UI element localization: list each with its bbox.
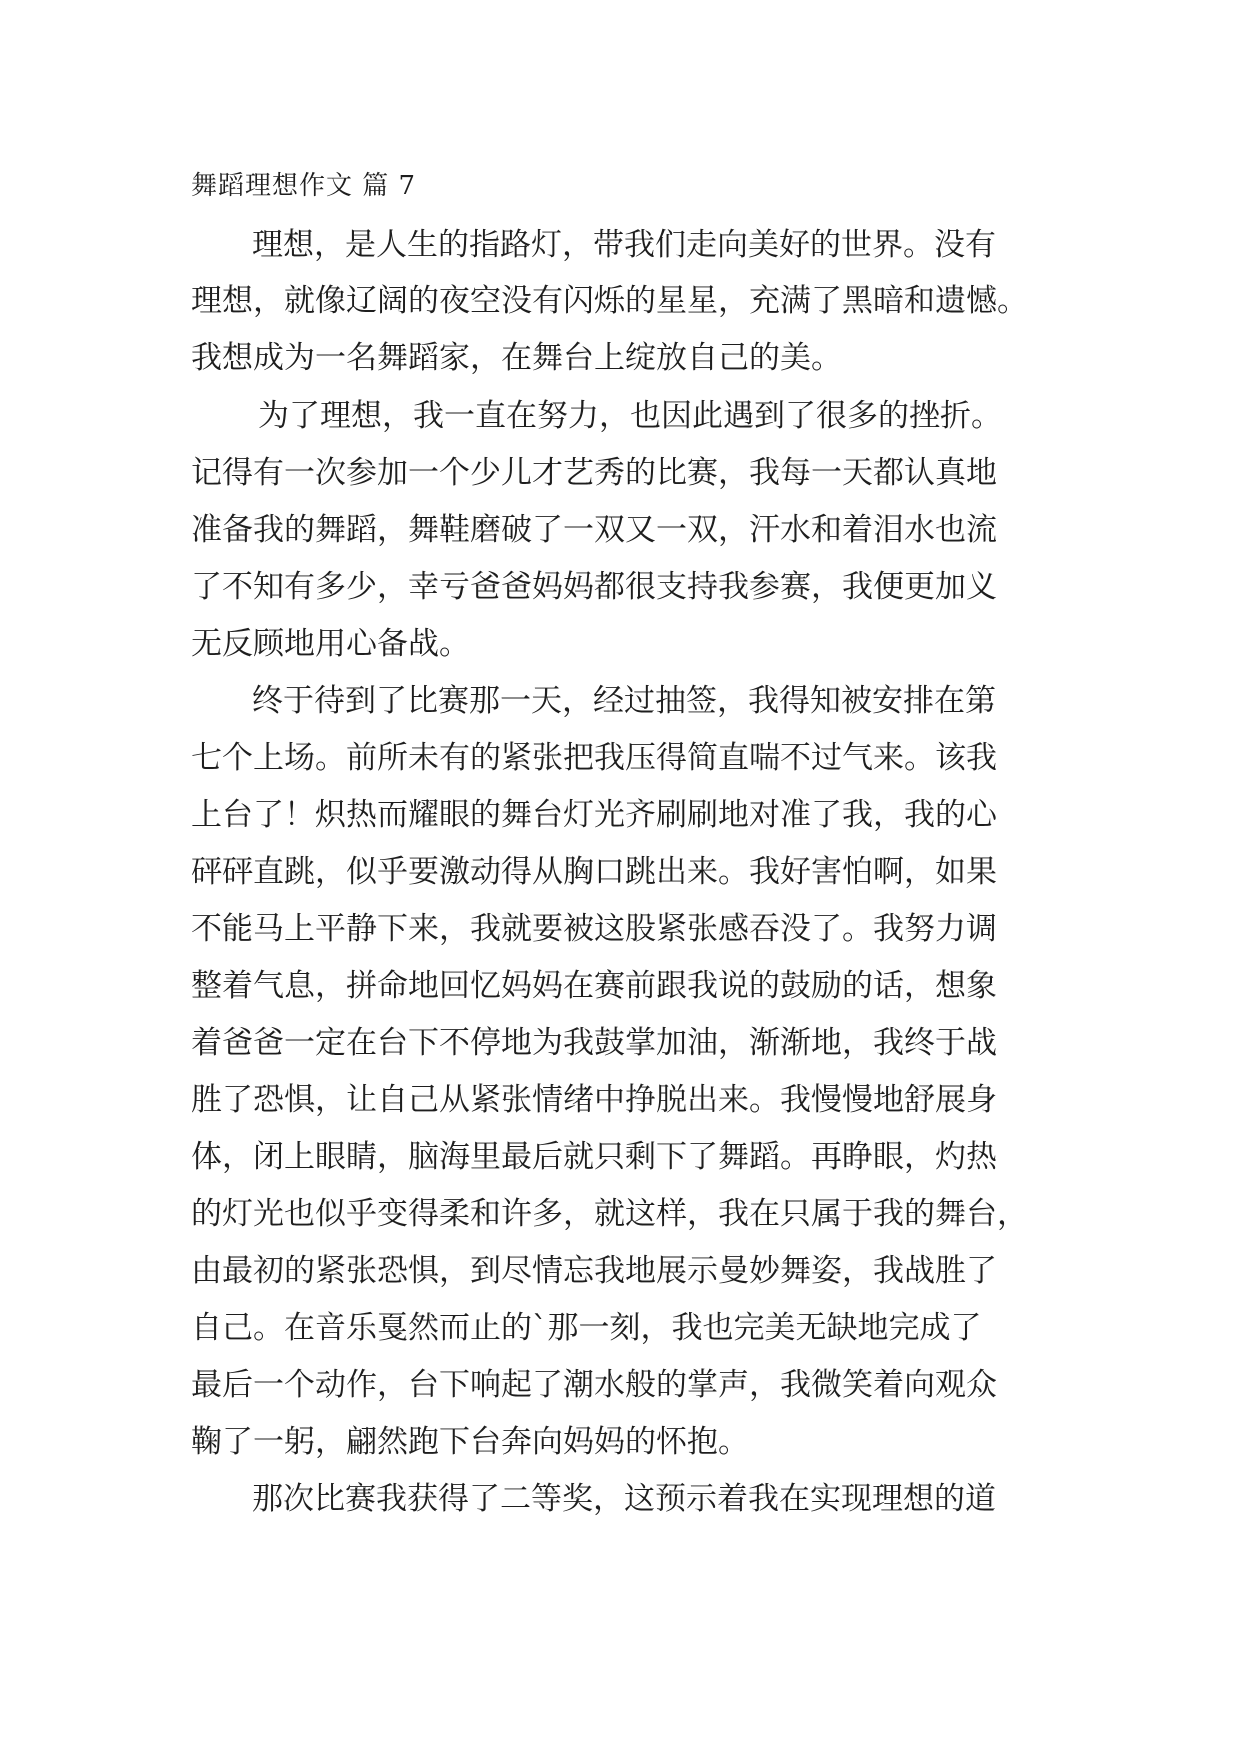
paragraph-line: 准备我的舞蹈，舞鞋磨破了一双又一双，汗水和着泪水也流 xyxy=(191,512,997,548)
paragraph-line: 由最初的紧张恐惧，到尽情忘我地展示曼妙舞姿，我战胜了 xyxy=(191,1253,997,1289)
paragraph-line: 终于待到了比赛那一天，经过抽签，我得知被安排在第 xyxy=(252,683,996,719)
paragraph-line: 鞠了一躬，翩然跑下台奔向妈妈的怀抱。 xyxy=(191,1424,749,1460)
paragraph-line: 体，闭上眼睛，脑海里最后就只剩下了舞蹈。再睁眼，灼热 xyxy=(191,1139,997,1175)
paragraph-line: 那次比赛我获得了二等奖，这预示着我在实现理想的道 xyxy=(252,1481,996,1517)
paragraph-line: 整着气息，拼命地回忆妈妈在赛前跟我说的鼓励的话，想象 xyxy=(191,968,997,1004)
paragraph-line: 自己。在音乐戛然而止的`那一刻，我也完美无缺地完成了 xyxy=(191,1310,982,1346)
paragraph-line: 为了理想，我一直在努力，也因此遇到了很多的挫折。 xyxy=(258,398,1002,434)
paragraph-line: 最后一个动作，台下响起了潮水般的掌声，我微笑着向观众 xyxy=(191,1367,997,1403)
paragraph-line: 理想，就像辽阔的夜空没有闪烁的星星，充满了黑暗和遗憾。 xyxy=(191,283,1028,319)
paragraph-line: 我想成为一名舞蹈家，在舞台上绽放自己的美。 xyxy=(191,340,842,376)
paragraph-line: 上台了！炽热而耀眼的舞台灯光齐刷刷地对准了我，我的心 xyxy=(191,797,997,833)
paragraph-line: 不能马上平静下来，我就要被这股紧张感吞没了。我努力调 xyxy=(191,911,997,947)
paragraph-line: 无反顾地用心备战。 xyxy=(191,626,470,662)
paragraph-line: 了不知有多少，幸亏爸爸妈妈都很支持我参赛，我便更加义 xyxy=(191,569,997,605)
paragraph-line: 的灯光也似乎变得柔和许多，就这样，我在只属于我的舞台， xyxy=(191,1196,1028,1232)
paragraph-line: 着爸爸一定在台下不停地为我鼓掌加油，渐渐地，我终于战 xyxy=(191,1025,997,1061)
document-title: 舞蹈理想作文 篇 7 xyxy=(191,171,417,201)
paragraph-line: 七个上场。前所未有的紧张把我压得简直喘不过气来。该我 xyxy=(191,740,997,776)
paragraph-line: 理想，是人生的指路灯，带我们走向美好的世界。没有 xyxy=(252,227,996,263)
paragraph-line: 记得有一次参加一个少儿才艺秀的比赛，我每一天都认真地 xyxy=(191,455,997,491)
paragraph-line: 胜了恐惧，让自己从紧张情绪中挣脱出来。我慢慢地舒展身 xyxy=(191,1082,997,1118)
paragraph-line: 砰砰直跳，似乎要激动得从胸口跳出来。我好害怕啊，如果 xyxy=(191,854,997,890)
